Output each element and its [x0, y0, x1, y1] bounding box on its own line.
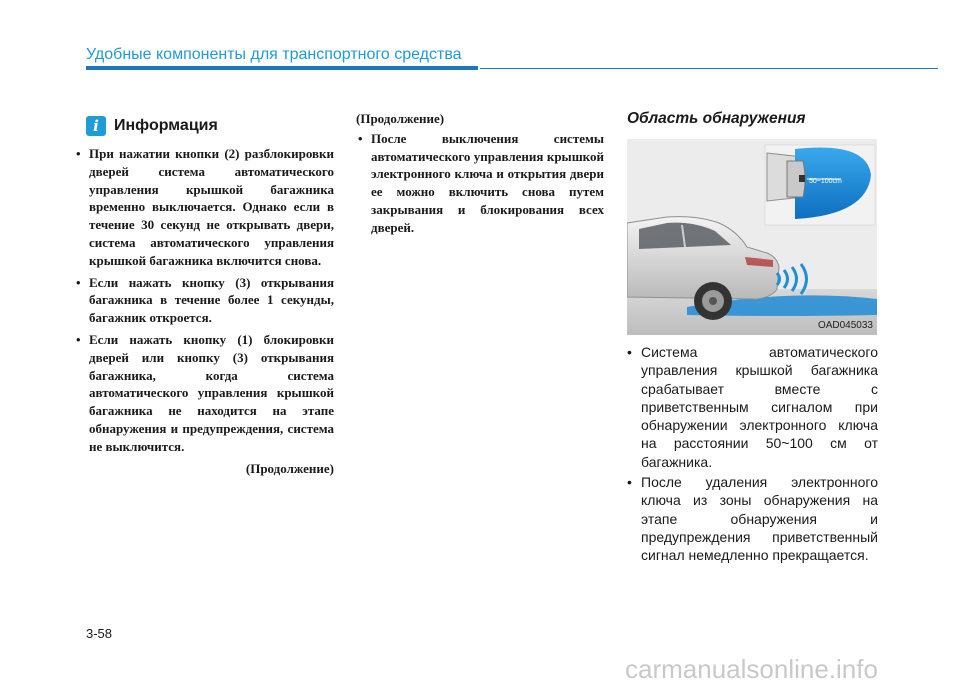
continued-label: (Продолжение) — [356, 111, 445, 126]
range-label: 50~100cm — [809, 178, 842, 185]
list-item: • При нажатии кнопки (2) разблокировки дверей система автоматического управления крышкой багажника временно выключается. Однако если в течение 30 секунд не открывать двери, система автоматического управления крышкой багажника включится снова. — [74, 145, 334, 270]
watermark: carmanualsonline.info — [625, 654, 878, 684]
figure-code: OAD045033 — [817, 320, 873, 331]
car-illustration — [627, 139, 877, 335]
detection-text — [625, 343, 878, 567]
info-heading — [86, 115, 218, 137]
header-rule-thick — [86, 66, 478, 70]
page-number: 3-58 — [86, 626, 113, 641]
header-rule-thin — [480, 68, 938, 69]
info-list — [74, 145, 334, 456]
info-column-1 — [74, 145, 334, 477]
info-title: Информация — [114, 117, 218, 134]
list-item: • Если нажать кнопку (3) открывания багажника в течение более 1 секунды, багажник откроется. — [74, 274, 334, 327]
info-list-continued — [356, 130, 604, 237]
continued-label: (Продолжение) — [245, 460, 334, 476]
list-item: • После выключения системы автоматического управления крышкой электронного ключа и открытия двери ее можно включить снова путем закрывания и блокирования всех дверей. — [356, 130, 604, 237]
detection-figure — [627, 139, 877, 335]
detection-list — [625, 343, 878, 565]
list-item: • После удаления электронного ключа из зоны обнаружения на этапе обнаружения и предупреждения приветственный сигнал немедленно прекращается. — [625, 473, 878, 564]
info-icon: i — [86, 116, 106, 136]
list-item: • Система автоматического управления крышкой багажника срабатывает вместе с приветственным сигналом при обнаружении электронного ключа на расстоянии 50~100 см от багажника. — [625, 343, 878, 471]
detection-title: Область обнаружения — [627, 110, 806, 127]
info-column-2 — [356, 110, 604, 241]
list-item: • Если нажать кнопку (1) блокировки дверей или кнопку (3) открывания багажника, когда система автоматического управления крышкой багажника не находится на этапе обнаружения и предупреждения, система не выключится. — [74, 331, 334, 456]
section-header: Удобные компоненты для транспортного средства — [86, 46, 462, 63]
